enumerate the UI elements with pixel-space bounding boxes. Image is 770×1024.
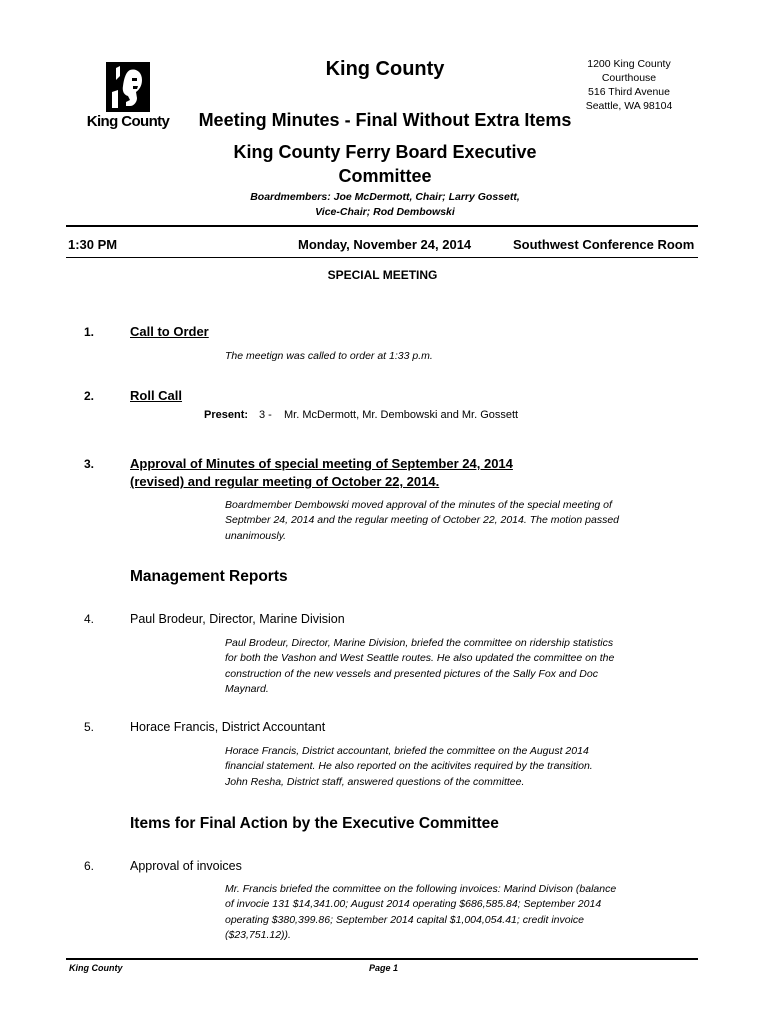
- item-number: 5.: [84, 720, 95, 734]
- section-heading: Management Reports: [130, 568, 288, 585]
- note-line: Paul Brodeur, Director, Marine Division, briefed the committee on ridership statistics: [225, 637, 614, 649]
- king-county-logo: [78, 62, 178, 134]
- present-label: Present:: [204, 409, 249, 421]
- committee-line: Committee: [338, 166, 432, 186]
- item-note: [225, 744, 665, 790]
- note-line: John Resha, District staff, answered questions of the committee.: [225, 775, 525, 788]
- section-heading: Items for Final Action by the Executive Committee: [130, 815, 499, 832]
- address-line: 1200 King County: [587, 58, 671, 70]
- meeting-room: Southwest Conference Room: [513, 237, 695, 252]
- note-line: construction of the new vessels and presented pictures of the Sally Fox and Doc: [225, 667, 598, 680]
- address-line: 516 Third Avenue: [588, 86, 670, 98]
- item-note: [225, 636, 665, 697]
- note-line: Maynard.: [225, 682, 269, 695]
- item-title: Call to Order: [130, 324, 209, 339]
- item-title-line: (revised) and regular meeting of October 22, 2014.: [130, 474, 440, 489]
- note-line: Mr. Francis briefed the committee on the following invoices: Marind Divison (balance: [225, 883, 617, 895]
- item-number: 1.: [84, 325, 95, 339]
- item-title: Approval of invoices: [130, 859, 242, 873]
- item-title: Roll Call: [130, 388, 183, 403]
- address-line: Courthouse: [601, 72, 657, 84]
- note-line: operating $380,399.86; September 2014 capital $1,004,054.41; credit invoice: [225, 913, 585, 926]
- divider-top: [66, 225, 698, 227]
- address-block: [560, 57, 698, 113]
- board-members: [235, 190, 535, 220]
- item-note: The meetign was called to order at 1:33 p.m.: [225, 350, 433, 362]
- item-number: 4.: [84, 612, 95, 626]
- item-number: 3.: [84, 457, 95, 471]
- present-names: Mr. McDermott, Mr. Dembowski and Mr. Gossett: [284, 409, 519, 421]
- meeting-date: Monday, November 24, 2014: [298, 237, 472, 252]
- item-number: 6.: [84, 859, 95, 873]
- divider-bottom: [66, 257, 698, 258]
- footer-org: King County: [69, 963, 123, 973]
- note-line: Horace Francis, District accountant, briefed the committee on the August 2014: [225, 745, 589, 757]
- present-count: 3 -: [259, 409, 272, 421]
- note-line: ($23,751.12)).: [225, 928, 291, 941]
- note-line: of invocie 131 $14,341.00; August 2014 operating $686,585.84; September 2014: [225, 898, 602, 911]
- meeting-type: SPECIAL MEETING: [327, 268, 438, 282]
- committee-name: [220, 140, 550, 188]
- committee-line: King County Ferry Board Executive: [233, 142, 537, 162]
- item-title: Horace Francis, District Accountant: [130, 720, 326, 734]
- item-number: 2.: [84, 389, 95, 403]
- footer-page-number: Page 1: [369, 963, 399, 973]
- meeting-time: 1:30 PM: [68, 237, 118, 252]
- members-line: Vice-Chair; Rod Dembowski: [315, 206, 455, 218]
- item-note: [225, 882, 665, 943]
- address-line: Seattle, WA 98104: [585, 100, 673, 112]
- note-line: for both the Vashon and West Seattle routes. He also updated the committee on the: [225, 652, 615, 665]
- note-line: unanimously.: [225, 529, 287, 542]
- document-title: Meeting Minutes - Final Without Extra Items: [198, 110, 572, 130]
- members-line: Boardmembers: Joe McDermott, Chair; Larry Gossett,: [250, 191, 520, 203]
- item-title: Paul Brodeur, Director, Marine Division: [130, 612, 345, 626]
- king-county-logo-icon: [106, 62, 150, 112]
- logo-text: King County: [86, 113, 170, 130]
- item-note: [225, 498, 665, 544]
- note-line: Septmber 24, 2014 and the regular meeting of October 22, 2014. The motion passed: [225, 514, 620, 527]
- item-title-line: Approval of Minutes of special meeting of September 24, 2014: [130, 456, 513, 471]
- footer-divider: [66, 958, 698, 960]
- note-line: Boardmember Dembowski moved approval of the minutes of the special meeting of: [225, 499, 612, 511]
- org-name: King County: [325, 58, 445, 80]
- note-line: financial statement. He also reported on the acitivites required by the transition.: [225, 760, 593, 773]
- item-title: [130, 455, 513, 491]
